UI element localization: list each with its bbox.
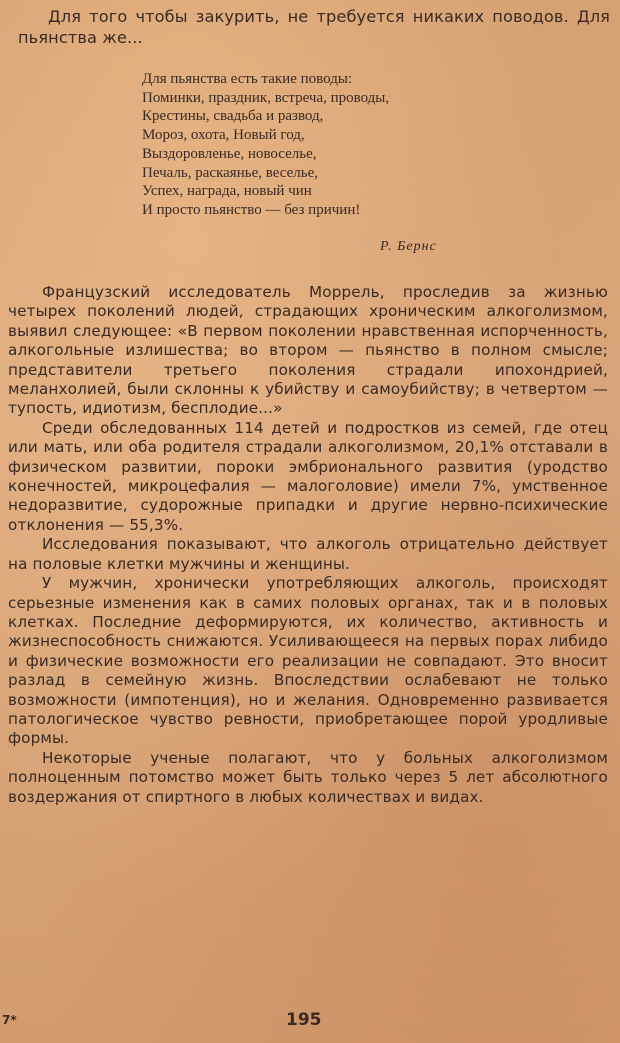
- poem-line: Поминки, праздник, встреча, проводы,: [142, 89, 390, 106]
- poem-line: Успех, награда, новый чин: [142, 183, 312, 200]
- epigraph-poem: [142, 70, 389, 220]
- poem-line: Для пьянства есть такие поводы:: [142, 71, 353, 87]
- paragraph-morrel: Французский исследователь Моррель, проследив за жизнью четырех поколений людей, страдающих хроническим алкоголизмом, выявил следующее: «В первом поколении нравственная испорченность, алкогольные излишества; во втором — пьянство в полном смысле; представители третьего поколения страдали ипохондрией, меланхолией, были склонны к убийству и самоубийству; в четвертом — тупость, идиотизм, бесплодие...»: [8, 283, 608, 418]
- lead-paragraph: Для того чтобы закурить, не требуется никаких поводов. Для пьянства же...: [18, 7, 610, 47]
- poem-line: И просто пьянство — без причин!: [142, 201, 361, 218]
- poem-line: Мороз, охота, Новый год,: [142, 127, 305, 144]
- poem-line: Печаль, раскаянье, веселье,: [142, 164, 318, 181]
- poem-line: Выздоровленье, новоселье,: [142, 145, 317, 162]
- paragraph-scientists: Некоторые ученые полагают, что у больных алкоголизмом полноценным потомство может быть только через 5 лет абсолютного воздержания от спиртного в любых количествах и видах.: [8, 748, 608, 806]
- main-text: [8, 283, 608, 807]
- paragraph-research: Исследования показывают, что алкоголь отрицательно действует на половые клетки мужчины и женщины.: [8, 535, 608, 573]
- paragraph-men: У мужчин, хронически употребляющих алкоголь, происходят серьезные изменения как в самих половых органах, так и в половых клетках. Последние деформируются, их количество, активность и жизнеспособность снижаются. Усиливающееся на первых порах либидо и физические возможности его реализации не совпадают. Это вносит разлад в семейную жизнь. Впоследствии ослабевают не только возможности (импотенция), но и желания. Одновременно развивается патологическое чувство ревности, приобретающее порой уродливые формы.: [8, 574, 608, 748]
- poem-author: Р. Бернс: [380, 239, 437, 254]
- paragraph-children-study: Среди обследованных 114 детей и подростков из семей, где отец или мать, или оба родителя страдали алкоголизмом, 20,1% отставали в физическом развитии, пороки эмбрионального развития (уродство конечностей, микроцефалия — малоголовие) имели 7%, умственное недоразвитие, судорожные припадки и другие нервно-психические отклонения — 55,3%.: [8, 418, 608, 534]
- signature-mark: 7*: [2, 1013, 17, 1027]
- poem-line: Крестины, свадьба и развод,: [142, 108, 324, 125]
- page-number: 195: [286, 1010, 322, 1030]
